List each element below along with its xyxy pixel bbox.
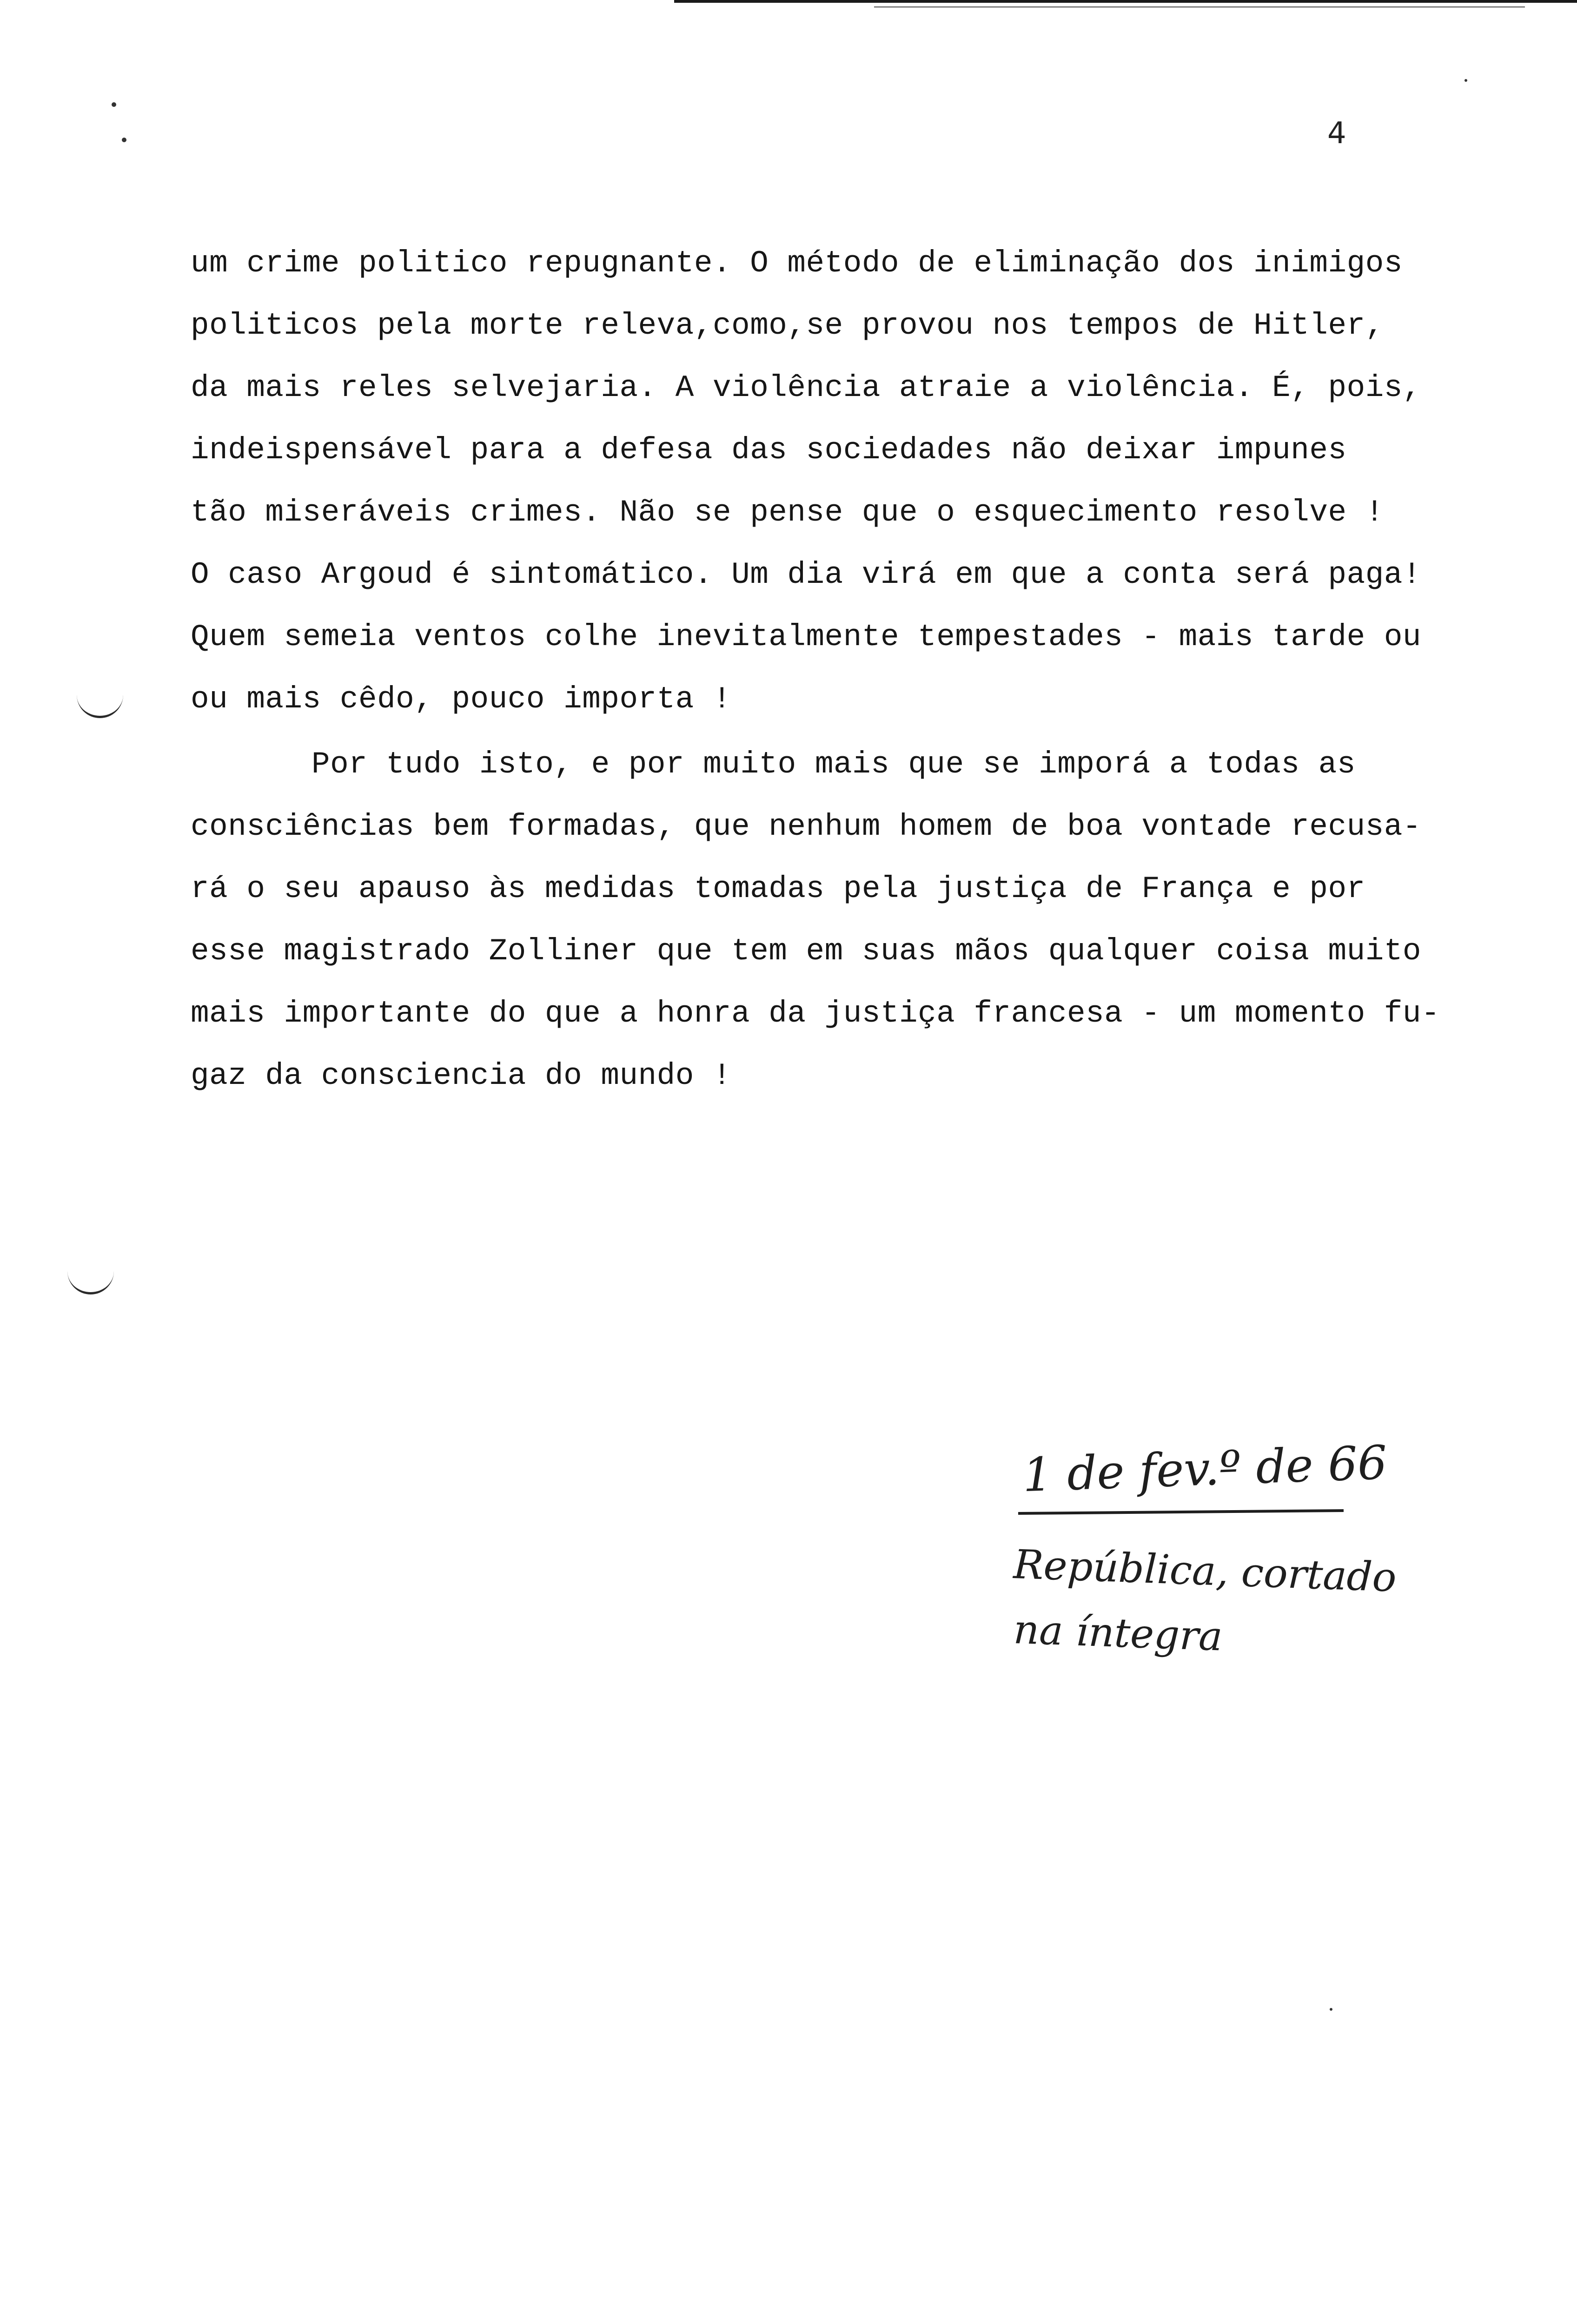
top-border-rule bbox=[674, 0, 1577, 3]
text-line: rá o seu apauso às medidas tomadas pela justiça de França e por bbox=[191, 872, 1365, 906]
margin-hole-mark bbox=[77, 688, 123, 718]
text-line: mais importante do que a honra da justiça francesa - um momento fu- bbox=[191, 996, 1440, 1031]
handwritten-annotation bbox=[1013, 1435, 1478, 1662]
handwritten-note-line: República, cortado bbox=[1013, 1541, 1398, 1601]
text-line: indeispensável para a defesa das sociedades não deixar impunes bbox=[191, 433, 1347, 468]
handwritten-note-line: na íntegra bbox=[1013, 1606, 1224, 1660]
text-line: ou mais cêdo, pouco importa ! bbox=[191, 682, 732, 717]
scan-speck bbox=[1464, 79, 1467, 82]
typed-letter-body bbox=[191, 232, 1469, 1107]
margin-hole-mark bbox=[67, 1264, 114, 1294]
text-line: Quem semeia ventos colhe inevitalmente tempestades - mais tarde ou bbox=[191, 620, 1422, 654]
text-line: um crime politico repugnante. O método de eliminação dos inimigos bbox=[191, 246, 1403, 281]
text-line: gaz da consciencia do mundo ! bbox=[191, 1058, 732, 1093]
handwritten-underline bbox=[1018, 1509, 1344, 1515]
text-line: politicos pela morte releva,como,se provou nos tempos de Hitler, bbox=[191, 308, 1384, 343]
scan-speck bbox=[122, 138, 126, 142]
text-line: O caso Argoud é sintomático. Um dia virá em que a conta será paga! bbox=[191, 557, 1422, 592]
scan-speck bbox=[112, 102, 116, 107]
text-line: esse magistrado Zolliner que tem em suas mãos qualquer coisa muito bbox=[191, 934, 1422, 969]
page-number: 4 bbox=[1327, 116, 1346, 151]
scan-speck bbox=[1330, 2008, 1332, 2011]
text-line: da mais reles selvejaria. A violência atraie a violência. É, pois, bbox=[191, 370, 1422, 405]
handwritten-date-reference: 1 de fev.º de 66 bbox=[1021, 1435, 1388, 1503]
text-line: Por tudo isto, e por muito mais que se imporá a todas as bbox=[311, 747, 1356, 782]
text-line: tão miseráveis crimes. Não se pense que o esquecimento resolve ! bbox=[191, 495, 1384, 530]
text-line: consciências bem formadas, que nenhum homem de boa vontade recusa- bbox=[191, 809, 1422, 844]
